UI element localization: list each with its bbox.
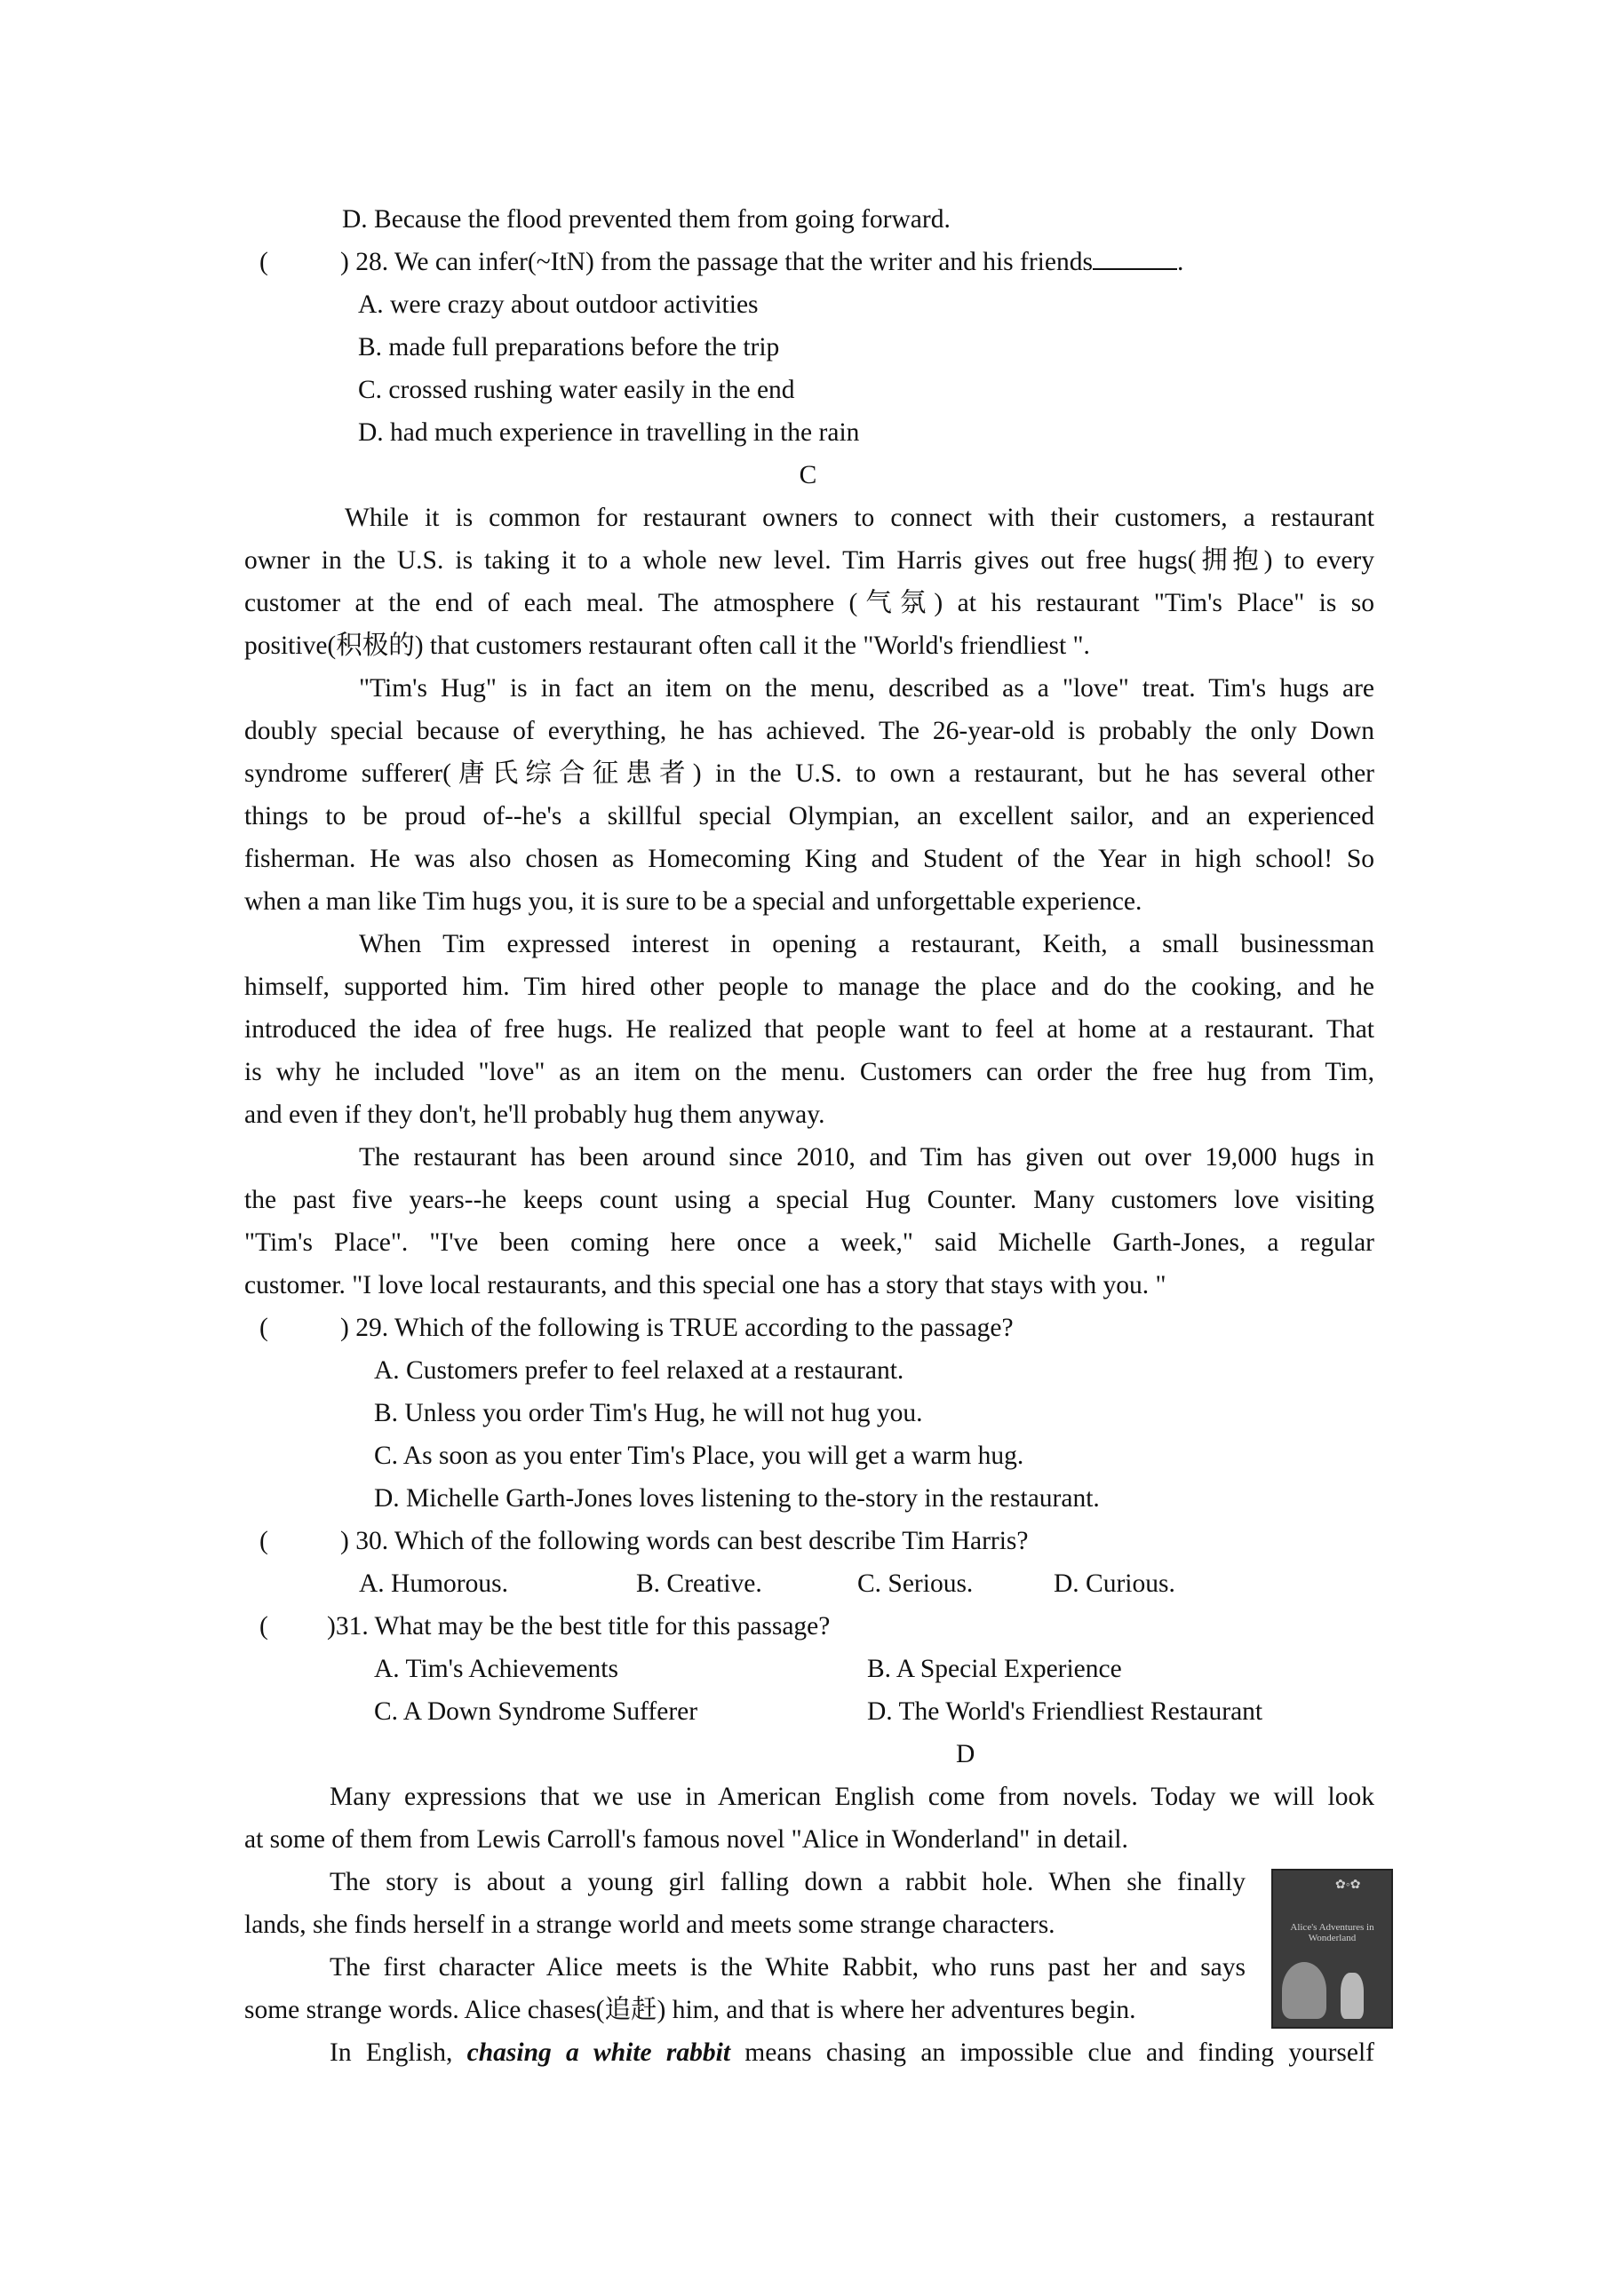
passage-d-line: The first character Alice meets is the White Rabbit, who runs past her and says xyxy=(330,1953,1246,1982)
q30-option-d: D. Curious. xyxy=(1054,1569,1175,1598)
q28-stem-end: . xyxy=(1176,248,1184,276)
last-line-prefix: In English, xyxy=(330,2038,453,2067)
q29-stem: ) 29. Which of the following is TRUE according to the passage? xyxy=(340,1314,1014,1342)
q31-option-b: B. A Special Experience xyxy=(867,1655,1122,1683)
passage-d-line: The story is about a young girl falling down a rabbit hole. When she finally xyxy=(330,1868,1246,1896)
q28-stem xyxy=(340,245,1183,279)
book-cover-title: Alice's Adventures in Wonderland xyxy=(1290,1922,1374,1943)
q28-option-d: D. had much experience in travelling in the rain xyxy=(358,418,860,447)
q28-option-c: C. crossed rushing water easily in the end xyxy=(358,376,795,404)
q31-stem: )31. What may be the best title for this passage? xyxy=(327,1612,831,1641)
q28-paren: ( xyxy=(259,248,268,276)
passage-c-line: doubly special because of everything, he has achieved. The 26-year-old is probably the only Down xyxy=(244,717,1374,745)
passage-d-line: at some of them from Lewis Carroll's famous novel "Alice in Wonderland" in detail. xyxy=(244,1825,1128,1854)
passage-d-line: lands, she finds herself in a strange world and meets some strange characters. xyxy=(244,1911,1055,1939)
q29-paren: ( xyxy=(259,1314,268,1342)
q28-stem-text: ) 28. We can infer(~ItN) from the passage that the writer and his friends xyxy=(340,248,1093,276)
passage-c-line: customer at the end of each meal. The atmosphere (气氛) at his restaurant "Tim's Place" is so xyxy=(244,589,1374,617)
answer-blank xyxy=(1093,249,1177,270)
passage-c-line: and even if they don't, he'll probably hug them anyway. xyxy=(244,1100,825,1129)
q30-option-a: A. Humorous. xyxy=(359,1569,508,1598)
passage-c-line: When Tim expressed interest in opening a restaurant, Keith, a small businessman xyxy=(359,930,1374,958)
q30-paren: ( xyxy=(259,1527,268,1555)
alice-figure-icon xyxy=(1282,1962,1326,2019)
passage-c-line: introduced the idea of free hugs. He realized that people want to feel at home at a restaurant. That xyxy=(244,1015,1374,1044)
q28-option-b: B. made full preparations before the trip xyxy=(358,333,780,361)
passage-d-last-line xyxy=(330,2036,1374,2070)
passage-c-line: "Tim's Hug" is in fact an item on the menu, described as a "love" treat. Tim's hugs are xyxy=(359,674,1374,703)
passage-d-line: Many expressions that we use in American English come from novels. Today we will look xyxy=(330,1783,1374,1811)
q31-option-a: A. Tim's Achievements xyxy=(374,1655,618,1683)
passage-c-line: things to be proud of--he's a skillful special Olympian, an excellent sailor, and an experienced xyxy=(244,802,1374,830)
passage-d-line: some strange words. Alice chases(追赶) him, and that is where her adventures begin. xyxy=(244,1996,1136,2024)
book-cover-image xyxy=(1271,1869,1393,2029)
passage-c-line: The restaurant has been around since 2010, and Tim has given out over 19,000 hugs in xyxy=(359,1143,1374,1172)
q28-option-a: A. were crazy about outdoor activities xyxy=(358,290,759,319)
section-c-heading: C xyxy=(799,461,817,489)
q27-option-d: D. Because the flood prevented them from going forward. xyxy=(342,205,951,234)
idiom-emphasis: chasing a white rabbit xyxy=(466,2038,731,2067)
passage-c-line: is why he included "love" as an item on the menu. Customers can order the free hug from Tim, xyxy=(244,1058,1374,1086)
q29-option-c: C. As soon as you enter Tim's Place, you will get a warm hug. xyxy=(374,1442,1024,1470)
q30-option-c: C. Serious. xyxy=(857,1569,974,1598)
q31-option-c: C. A Down Syndrome Sufferer xyxy=(374,1697,698,1726)
passage-c-line: While it is common for restaurant owners to connect with their customers, a restaurant xyxy=(345,504,1374,532)
passage-c-line: when a man like Tim hugs you, it is sure to be a special and unforgettable experience. xyxy=(244,887,1142,916)
q29-option-d: D. Michelle Garth-Jones loves listening to the-story in the restaurant. xyxy=(374,1484,1100,1513)
passage-c-line: customer. "I love local restaurants, and this special one has a story that stays with you. " xyxy=(244,1271,1166,1299)
passage-c-line: owner in the U.S. is taking it to a whole new level. Tim Harris gives out free hugs(拥抱) to every xyxy=(244,546,1374,575)
passage-c-line: the past five years--he keeps count using a special Hug Counter. Many customers love visiting xyxy=(244,1186,1374,1214)
passage-c-line: "Tim's Place". "I've been coming here once a week," said Michelle Garth-Jones, a regular xyxy=(244,1228,1374,1257)
q31-option-d: D. The World's Friendliest Restaurant xyxy=(867,1697,1263,1726)
passage-c-line: positive(积极的) that customers restaurant often call it the "World's friendliest ". xyxy=(244,632,1090,660)
passage-c-line: syndrome sufferer(唐氏综合征患者) in the U.S. to own a restaurant, but he has several other xyxy=(244,759,1374,788)
passage-c-line: fisherman. He was also chosen as Homecoming King and Student of the Year in high school! So xyxy=(244,845,1374,873)
last-line-suffix: means chasing an impossible clue and finding yourself xyxy=(744,2038,1374,2067)
q30-option-b: B. Creative. xyxy=(636,1569,762,1598)
q29-option-b: B. Unless you order Tim's Hug, he will not hug you. xyxy=(374,1399,923,1427)
q30-stem: ) 30. Which of the following words can best describe Tim Harris? xyxy=(340,1527,1029,1555)
white-rabbit-icon xyxy=(1341,1973,1364,2019)
q29-option-a: A. Customers prefer to feel relaxed at a restaurant. xyxy=(374,1356,904,1385)
section-d-heading: D xyxy=(956,1740,975,1768)
passage-c-line: himself, supported him. Tim hired other people to manage the place and do the cooking, and he xyxy=(244,973,1374,1001)
ornament-icon: ✿◦✿ xyxy=(1335,1879,1361,1892)
q31-paren: ( xyxy=(259,1612,268,1641)
